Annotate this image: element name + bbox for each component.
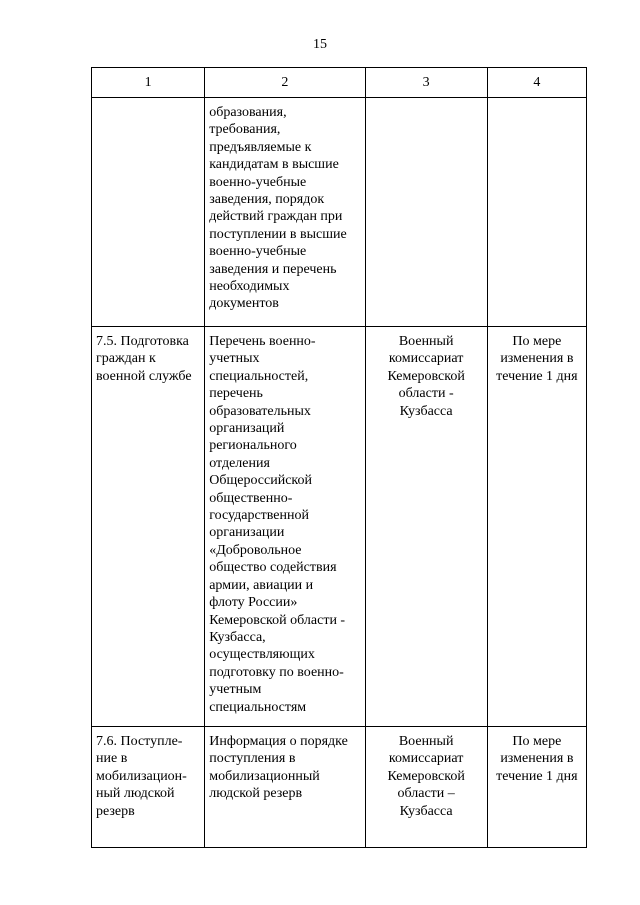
cell-text-line: граждан к [96,351,156,367]
cell-text-line: Общероссийской [209,473,313,489]
cell-text-line: мобилизационный [209,768,320,784]
source-cell [365,98,487,327]
cell-text-line: военно-учебные [209,244,307,260]
cell-text-line: По мере [512,734,562,749]
cell-text-line: организаций [209,421,285,437]
cell-text-line: людской резерв [209,786,303,802]
cell-text-line: специальностей, [209,368,309,384]
cell-text-line: Военный [398,334,454,349]
cell-text-line: военной службе [96,368,192,384]
document-table [91,67,587,848]
cell-text-line: образования, [209,105,287,120]
cell-text-line: Кузбасса, [209,629,266,645]
page-number: 15 [313,37,327,52]
table-row [92,327,587,727]
cell-text-line: ние в [96,751,128,767]
info-cell [205,98,365,327]
cell-text-line: требования, [209,122,281,138]
cell-text-line: Кузбасса [399,803,453,819]
cell-text-line: Кемеровской [387,768,465,784]
cell-text-line: заведения, порядок [209,192,325,208]
info-cell [205,727,365,848]
cell-text-line: области – [397,786,455,802]
cell-text-line: действий граждан при [209,209,343,225]
cell-text-line: ный людской [96,786,175,802]
section-cell [92,727,205,848]
cell-text-line: поступления в [209,751,296,767]
cell-text-line: предъявляемые к [209,139,312,155]
cell-text-line: комиссариат [388,351,464,367]
header-cell-1: 1 [92,68,205,98]
cell-text-line: образовательных [209,403,311,419]
cell-text-line: осуществляющих [209,647,315,663]
cell-text-line: комиссариат [388,751,464,767]
frequency-cell [487,327,586,727]
cell-text-line: учетных [209,351,260,367]
cell-text-line: общество содействия [209,560,337,576]
header-cell-3: 3 [365,68,487,98]
cell-text-line: Кемеровской [387,368,465,384]
cell-text-line: перечень [209,386,263,402]
cell-text-line: заведения и перечень [209,261,337,277]
table-row [92,727,587,848]
table-header-row [92,68,587,98]
cell-text-line: 7.6. Поступле- [96,734,183,749]
cell-text-line: регионального [209,438,297,454]
source-cell [365,327,487,727]
cell-text-line: Информация о порядке [209,734,348,749]
cell-text-line: поступлении в высшие [209,226,347,242]
cell-text-line: общественно- [209,490,293,506]
cell-text-line: необходимых [209,279,290,295]
cell-text-line: изменения в [500,751,574,767]
cell-text-line: резерв [96,803,135,819]
frequency-cell [487,727,586,848]
cell-text-line: флоту России» [209,595,298,611]
source-cell [365,727,487,848]
table-row [92,98,587,327]
cell-text-line: По мере [512,334,562,349]
header-cell-2: 2 [205,68,365,98]
cell-text-line: 7.5. Подготовка [96,334,189,349]
section-cell [92,327,205,727]
cell-text-line: Военный [398,734,454,749]
cell-text-line: кандидатам в высшие [209,157,339,173]
cell-text-line: армии, авиации и [209,577,314,593]
cell-text-line: мобилизацион- [96,768,187,784]
cell-text-line: учетным [209,682,262,698]
cell-text-line: Кузбасса [399,403,453,419]
cell-text-line: изменения в [500,351,574,367]
cell-text-line: отделения [209,455,270,471]
cell-text-line: течение 1 дня [496,368,578,384]
cell-text-line: течение 1 дня [496,768,578,784]
header-cell-4: 4 [487,68,586,98]
cell-text-line: области - [398,386,454,402]
section-cell [92,98,205,327]
info-cell [205,327,365,727]
cell-text-line: организации [209,525,285,541]
cell-text-line: специальностям [209,699,307,715]
cell-text-line: подготовку по военно- [209,664,344,680]
cell-text-line: государственной [209,508,309,524]
cell-text-line: «Добровольное [209,542,302,558]
frequency-cell [487,98,586,327]
cell-text-line: военно-учебные [209,174,307,190]
cell-text-line: Перечень военно- [209,334,316,349]
cell-text-line: документов [209,296,279,312]
cell-text-line: Кемеровской области - [209,612,346,628]
